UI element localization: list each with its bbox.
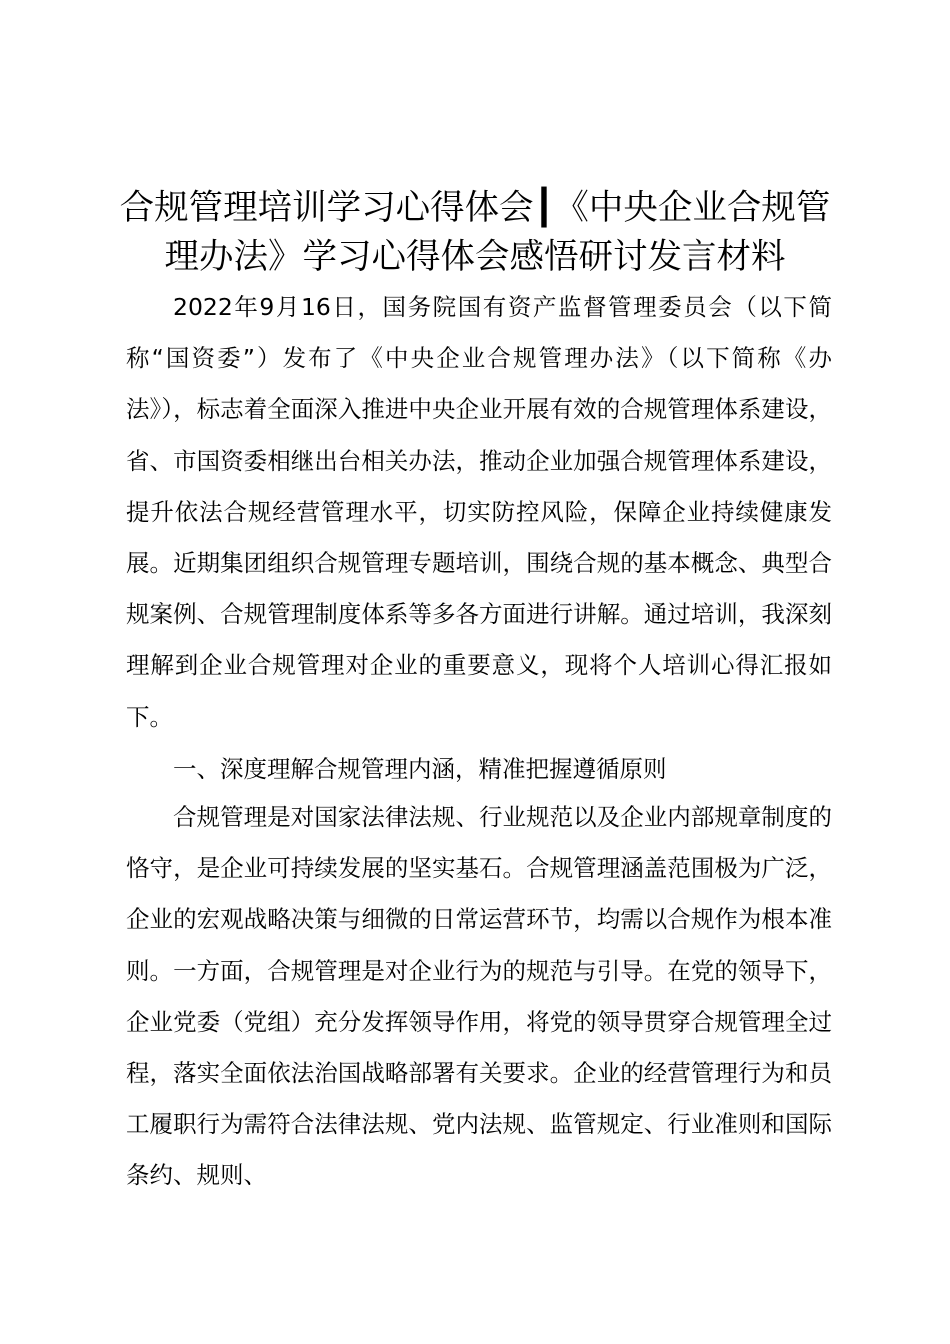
document-title: 合规管理培训学习心得体会┃《中央企业合规管理办法》学习心得体会感悟研讨发言材料 <box>119 188 831 277</box>
intro-paragraph: 2022年9月16日，国务院国有资产监督管理委员会（以下简称“国资委”）发布了《中央企业合规管理办法》（以下简称《办法》），标志着全面深入推进中央企业开展有效的合规管理体系建设，省、市国资委相继出台相关办法，推动企业加强合规管理体系建设，提升依法合规经营管理水平，切实防控风险，保障企业持续健康发展。近期集团组织合规管理专题培训，围绕合规的基本概念、典型合规案例、合规管理制度体系等多各方面进行讲解。通过培训，我深刻理解到企业合规管理对企业的重要意义，现将个人培训心得汇报如下。 <box>126 293 832 731</box>
section-heading: 一、深度理解合规管理内涵，精准把握遵循原则 <box>173 754 667 783</box>
document-body <box>126 282 832 1202</box>
section-paragraph: 合规管理是对国家法律法规、行业规范以及企业内部规章制度的恪守，是企业可持续发展的坚实基石。合规管理涵盖范围极为广泛，企业的宏观战略决策与细微的日常运营环节，均需以合规作为根本准则。一方面，合规管理是对企业行为的规范与引导。在党的领导下，企业党委（党组）充分发挥领导作用，将党的领导贯穿合规管理全过程，落实全面依法治国战略部署有关要求。企业的经营管理行为和员工履职行为需符合法律法规、党内法规、监管规定、行业准则和国际条约、规则、 <box>126 803 832 1190</box>
